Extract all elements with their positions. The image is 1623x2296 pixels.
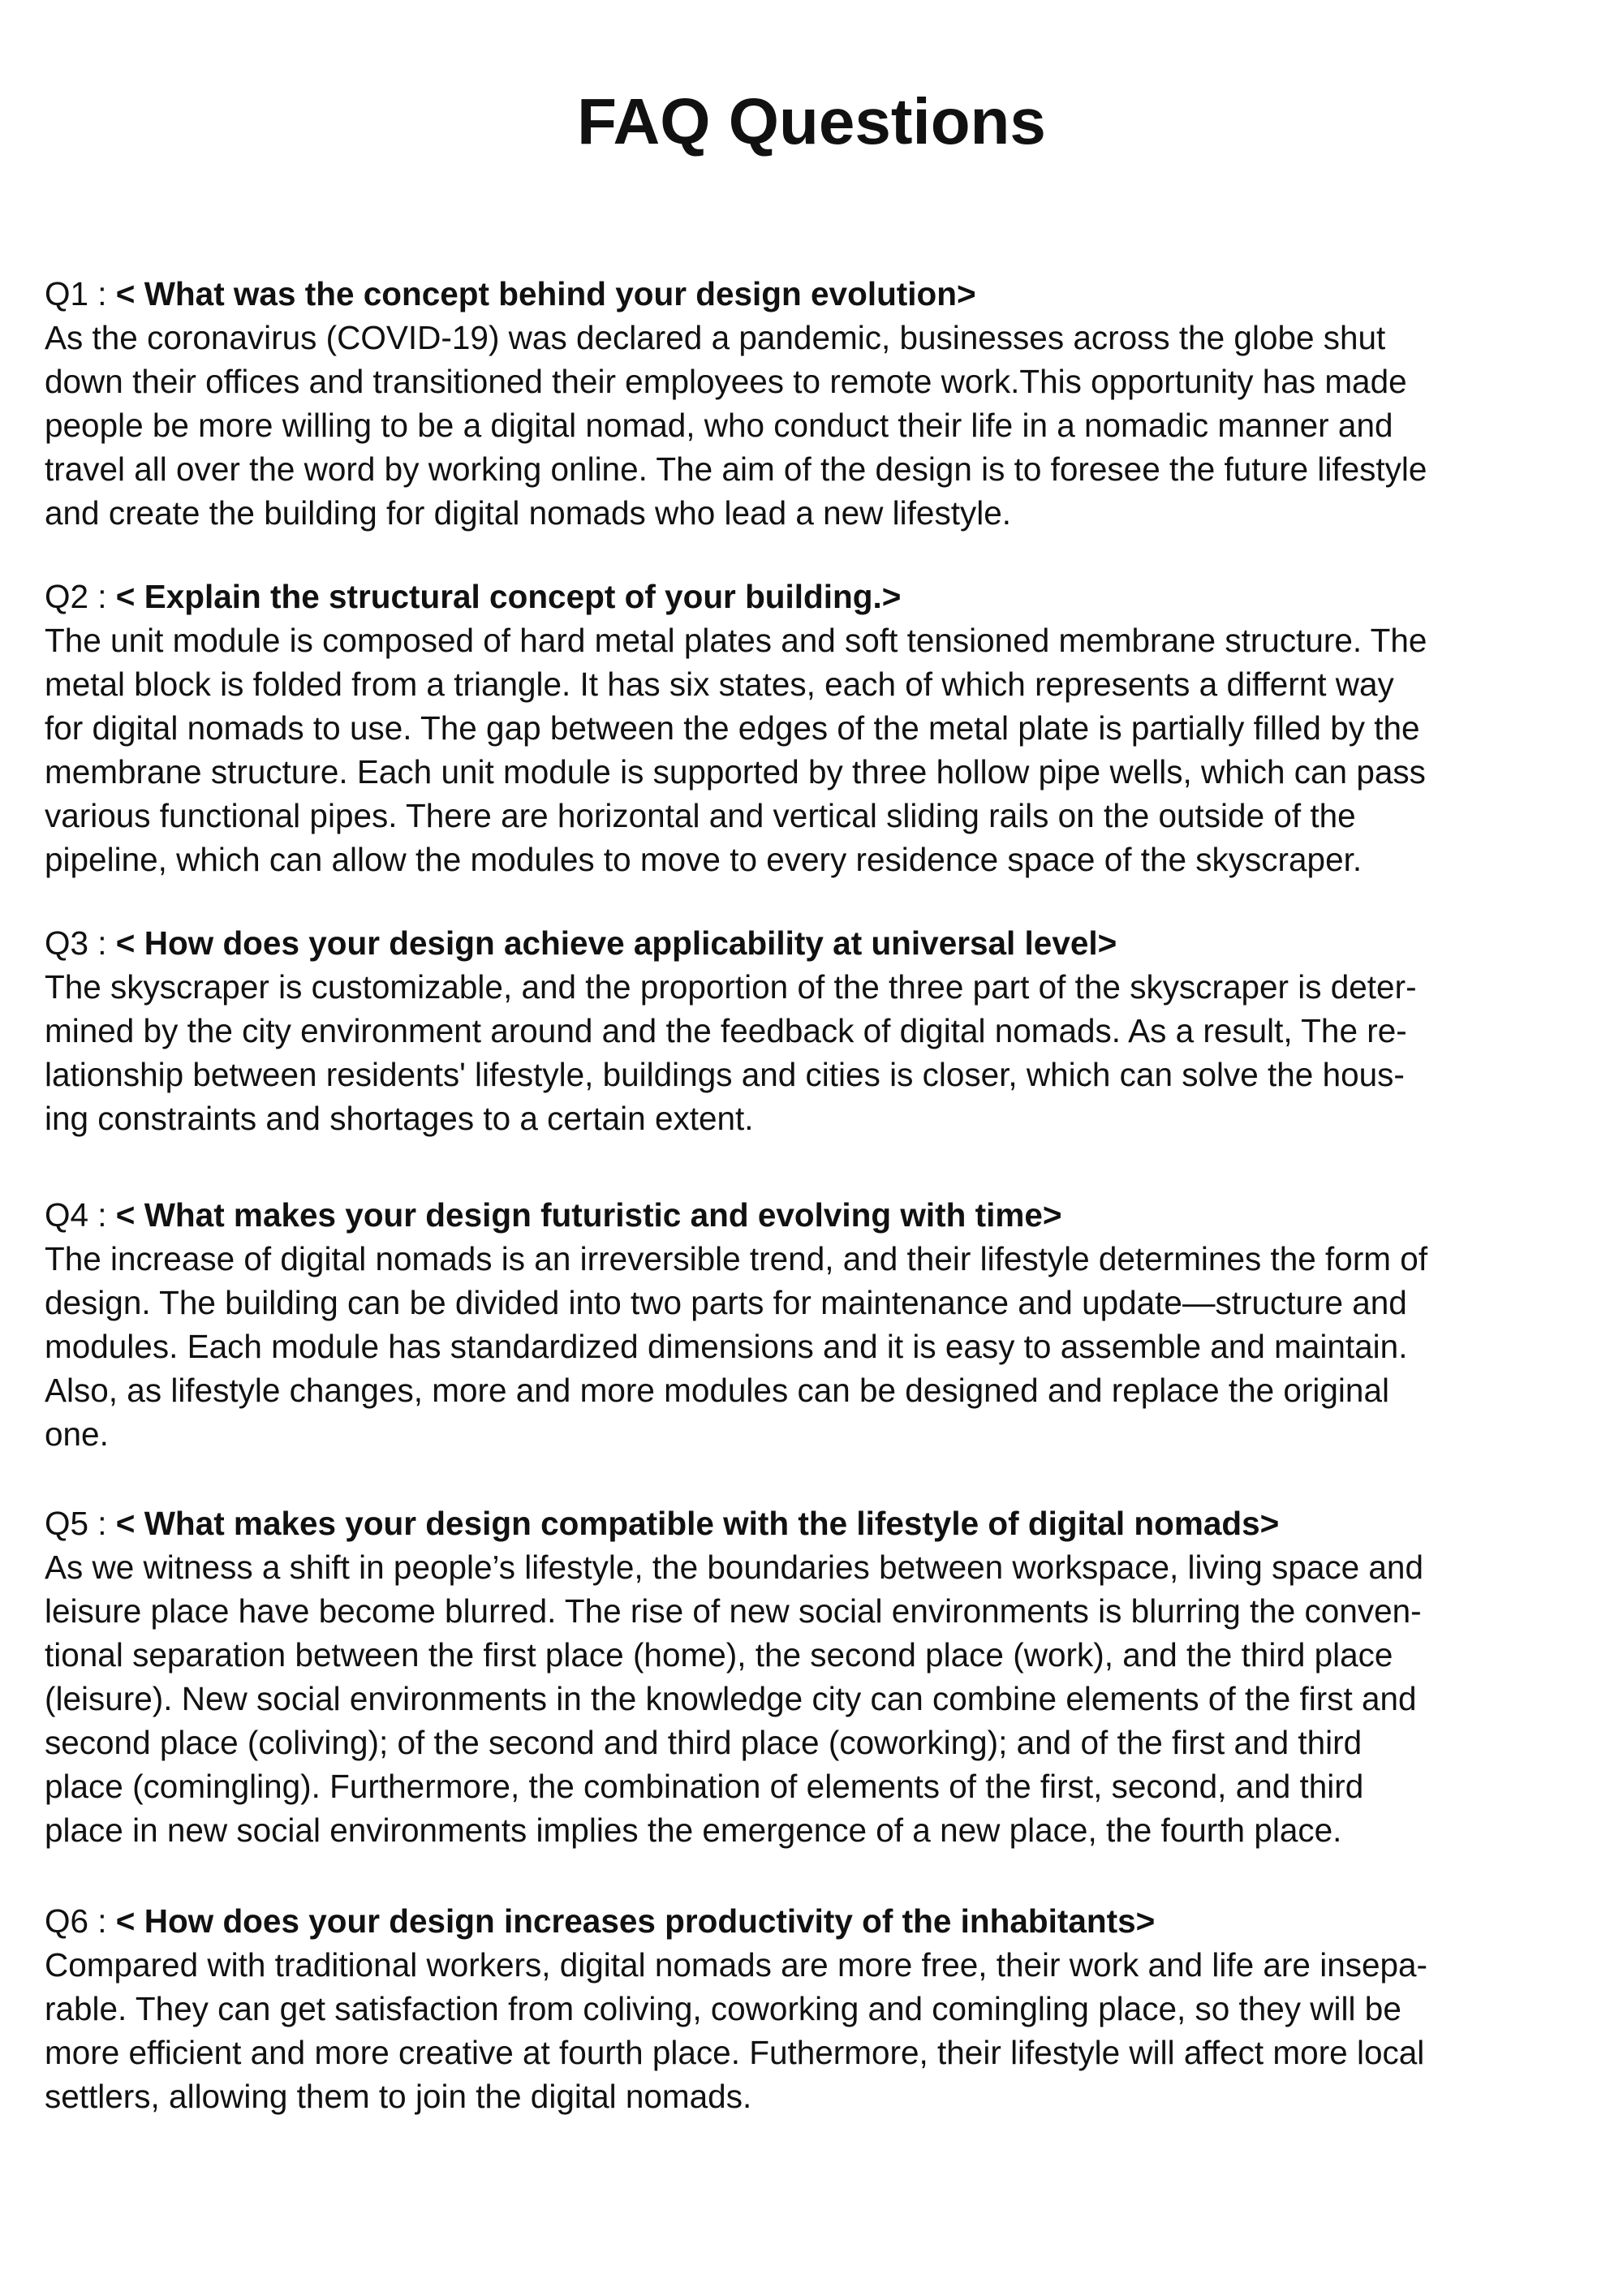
faq-question-number: Q3 : <box>45 924 107 962</box>
faq-question-number: Q4 : <box>45 1196 107 1234</box>
faq-item-1 <box>45 272 1586 535</box>
faq-answer <box>45 1237 1586 1456</box>
faq-question-text: < What was the concept behind your design evolution> <box>115 275 976 312</box>
faq-answer-line: leisure place have become blurred. The rise of new social environments is blurring the conven- <box>45 1592 1422 1630</box>
faq-answer <box>45 618 1586 881</box>
faq-answer-line: various functional pipes. There are horizontal and vertical sliding rails on the outside of the <box>45 797 1356 834</box>
faq-item-4 <box>45 1193 1586 1456</box>
faq-item-6 <box>45 1899 1586 2118</box>
faq-answer-line: rable. They can get satisfaction from coliving, coworking and comingling place, so they will be <box>45 1990 1401 2027</box>
faq-question-number: Q2 : <box>45 578 107 615</box>
faq-question-number: Q5 : <box>45 1505 107 1542</box>
faq-answer-line: (leisure). New social environments in the knowledge city can combine elements of the first and <box>45 1680 1417 1717</box>
faq-answer <box>45 965 1586 1140</box>
faq-answer-line: down their offices and transitioned their employees to remote work.This opportunity has made <box>45 363 1407 400</box>
faq-answer-line: design. The building can be divided into two parts for maintenance and update—structure and <box>45 1284 1407 1321</box>
faq-answer-line: second place (coliving); of the second and third place (coworking); and of the first and third <box>45 1724 1363 1761</box>
faq-answer-line: one. <box>45 1415 109 1453</box>
faq-answer <box>45 316 1586 535</box>
faq-item-2 <box>45 575 1586 881</box>
faq-question-text: < What makes your design compatible with the lifestyle of digital nomads> <box>115 1505 1280 1542</box>
faq-answer-line: lationship between residents' lifestyle, buildings and cities is closer, which can solve the hous- <box>45 1056 1405 1093</box>
faq-answer-line: for digital nomads to use. The gap between the edges of the metal plate is partially filled by the <box>45 709 1420 747</box>
faq-answer-line: travel all over the word by working online. The aim of the design is to foresee the future lifestyle <box>45 450 1427 488</box>
faq-question-line <box>45 921 1586 965</box>
faq-answer-line: place (comingling). Furthermore, the combination of elements of the first, second, and third <box>45 1768 1364 1805</box>
faq-answer-line: and create the building for digital nomads who lead a new lifestyle. <box>45 494 1011 532</box>
faq-answer-line: more efficient and more creative at fourth place. Futhermore, their lifestyle will affect more local <box>45 2034 1425 2071</box>
page-title: FAQ Questions <box>577 85 1046 157</box>
faq-answer-line: The skyscraper is customizable, and the proportion of the three part of the skyscraper is deter- <box>45 968 1417 1006</box>
faq-answer-line: mined by the city environment around and the feedback of digital nomads. As a result, The re- <box>45 1012 1407 1049</box>
faq-item-5 <box>45 1501 1586 1852</box>
faq-answer-line: modules. Each module has standardized dimensions and it is easy to assemble and maintain. <box>45 1328 1408 1365</box>
faq-question-text: < What makes your design futuristic and evolving with time> <box>115 1196 1062 1234</box>
faq-answer <box>45 1545 1586 1852</box>
faq-answer-line: tional separation between the first place (home), the second place (work), and the third place <box>45 1636 1393 1674</box>
faq-question-number: Q6 : <box>45 1902 107 1940</box>
faq-question-line <box>45 1193 1586 1237</box>
faq-answer-line: As we witness a shift in people’s lifestyle, the boundaries between workspace, living space and <box>45 1549 1423 1586</box>
faq-question-line <box>45 272 1586 316</box>
faq-answer-line: pipeline, which can allow the modules to move to every residence space of the skyscraper. <box>45 841 1363 878</box>
faq-answer-line: ing constraints and shortages to a certain extent. <box>45 1100 754 1137</box>
faq-question-text: < Explain the structural concept of your building.> <box>115 578 902 615</box>
faq-question-number: Q1 : <box>45 275 107 312</box>
faq-answer-line: The increase of digital nomads is an irreversible trend, and their lifestyle determines the form of <box>45 1240 1428 1277</box>
faq-question-text: < How does your design achieve applicability at universal level> <box>115 924 1117 962</box>
faq-answer-line: metal block is folded from a triangle. It has six states, each of which represents a differnt way <box>45 666 1394 703</box>
faq-answer-line: settlers, allowing them to join the digital nomads. <box>45 2078 752 2115</box>
faq-question-line <box>45 1899 1586 1943</box>
faq-answer <box>45 1943 1586 2118</box>
faq-question-line <box>45 575 1586 618</box>
faq-answer-line: place in new social environments implies the emergence of a new place, the fourth place. <box>45 1811 1342 1849</box>
faq-answer-line: Compared with traditional workers, digital nomads are more free, their work and life are insepa- <box>45 1946 1428 1984</box>
faq-answer-line: The unit module is composed of hard metal plates and soft tensioned membrane structure. The <box>45 622 1427 659</box>
faq-answer-line: people be more willing to be a digital nomad, who conduct their life in a nomadic manner and <box>45 407 1393 444</box>
faq-item-3 <box>45 921 1586 1140</box>
faq-question-text: < How does your design increases productivity of the inhabitants> <box>115 1902 1156 1940</box>
faq-answer-line: As the coronavirus (COVID-19) was declared a pandemic, businesses across the globe shut <box>45 319 1386 356</box>
faq-question-line <box>45 1501 1586 1545</box>
faq-answer-line: membrane structure. Each unit module is supported by three hollow pipe wells, which can pass <box>45 753 1426 790</box>
faq-answer-line: Also, as lifestyle changes, more and more modules can be designed and replace the original <box>45 1372 1389 1409</box>
